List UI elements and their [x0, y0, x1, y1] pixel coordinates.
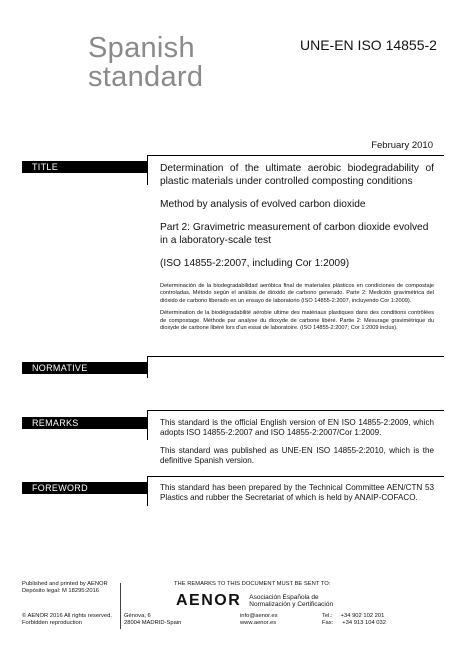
fax-number: +34 913 104 032: [342, 620, 386, 627]
title-spanish: Determinación de la biodegradabilidad aeróbica final de materiales plásticos en condiciones de compostaje controladas. Método según el análisis de dióxido de carbono generado. Parte 2: Medición gravimétrica del dióxido de carbono liberado en un ensayo de laboratorio (ISO 14855-2:2007, incluyendo Cor 1:2009).: [160, 283, 434, 304]
foreword-side-rule: [147, 476, 148, 506]
publication-date: February 2010: [371, 140, 433, 151]
remarks-top-rule: [147, 410, 444, 411]
email-link[interactable]: info@aenor.es: [240, 613, 278, 619]
address-line-2: 28004 MADRID-Spain: [124, 620, 182, 627]
title-section-bar: [22, 161, 147, 173]
aenor-subtitle: [249, 594, 333, 609]
remarks-section-label: REMARKS: [32, 418, 79, 428]
copyright: © AENOR 2016 All rights reserved.: [22, 613, 112, 619]
remarks-side-rule: [147, 410, 148, 440]
foreword-paragraph: This standard has been prepared by the Technical Committee AEN/CTN 53 Plastics and rubber the Secretariat of which is held by ANAIP-COFACO.: [160, 483, 434, 503]
tel-number: +34 902 102 201: [340, 613, 385, 619]
remarks-paragraph-1: This standard is the official English version of EN ISO 14855-2:2009, which adopts ISO 14855-2:2007 and ISO 14855-2:2007/Cor 1:2009.: [160, 418, 434, 438]
address-line-1: Génova, 6: [124, 613, 151, 619]
aenor-logo: [176, 592, 333, 610]
foreword-section-label: FOREWORD: [32, 483, 88, 493]
footer-divider: [120, 583, 121, 629]
aenor-subtitle-2: Normalización y Certificación: [249, 601, 334, 608]
normative-top-rule: [147, 356, 444, 357]
brand-line-1: Spanish: [88, 32, 195, 64]
footer-contact-phone: [322, 613, 386, 628]
brand-line-2: standard: [88, 61, 204, 93]
title-content: [160, 162, 434, 337]
remarks-paragraph-2: This standard was published as UNE-EN ISO 14855-2:2010, which is the definitive Spanish version.: [160, 445, 434, 465]
normative-section-label: NORMATIVE: [32, 363, 88, 373]
aenor-subtitle-1: Asociación Española de: [249, 593, 319, 601]
forbidden-reproduction: Forbidden reproduction: [22, 620, 82, 627]
foreword-top-rule: [147, 476, 444, 477]
published-by: Published and printed by AENOR: [22, 581, 108, 587]
footer-copyright: [22, 613, 112, 628]
remarks-notice: THE REMARKS TO THIS DOCUMENT MUST BE SENT TO:: [174, 581, 331, 587]
foreword-content: [160, 483, 434, 511]
normative-section-bar: [22, 362, 147, 374]
remarks-content: [160, 418, 434, 473]
footer-contact-web: [240, 613, 277, 628]
title-method: Method by analysis of evolved carbon dioxide: [160, 199, 366, 210]
footer-publisher: [22, 581, 108, 596]
title-section-label: TITLE: [32, 162, 59, 172]
standard-number: UNE-EN ISO 14855-2: [300, 37, 437, 53]
tel-label: Tel.:: [322, 613, 333, 619]
title-reference: (ISO 14855-2:2007, including Cor 1:2009): [160, 258, 350, 269]
normative-side-rule: [147, 356, 148, 378]
remarks-section-bar: [22, 417, 147, 429]
deposito-legal: Depósito legal: M 18295:2016: [22, 588, 100, 595]
website-link[interactable]: www.aenor.es: [240, 620, 277, 627]
aenor-wordmark: AENOR: [176, 592, 242, 609]
title-side-rule: [147, 155, 148, 185]
title-part: Part 2: Gravimetric measurement of carbon dioxide evolved in a laboratory-scale test: [160, 222, 429, 246]
fax-label: Fax:: [322, 620, 334, 627]
foreword-section-bar: [22, 482, 147, 494]
title-french: Détermination de la biodégradabilité aérobie ultime des matériaux plastiques dans des conditions contrôlées de compostage. Méthode par analyse du dioxyde de carbone libéré. Partie 2: Mesurage gravimétrique du dioxyde de carbone libéré lors d'un essai de laboratoire. (ISO 14855-2:2007; Cor 1:2009 inclus).: [160, 310, 434, 332]
footer-address: [124, 613, 181, 628]
title-main: Determination of the ultimate aerobic biodegradability of plastic materials under controlled composting conditions: [160, 163, 434, 187]
title-top-rule: [147, 155, 444, 156]
brand-block: [88, 34, 203, 92]
